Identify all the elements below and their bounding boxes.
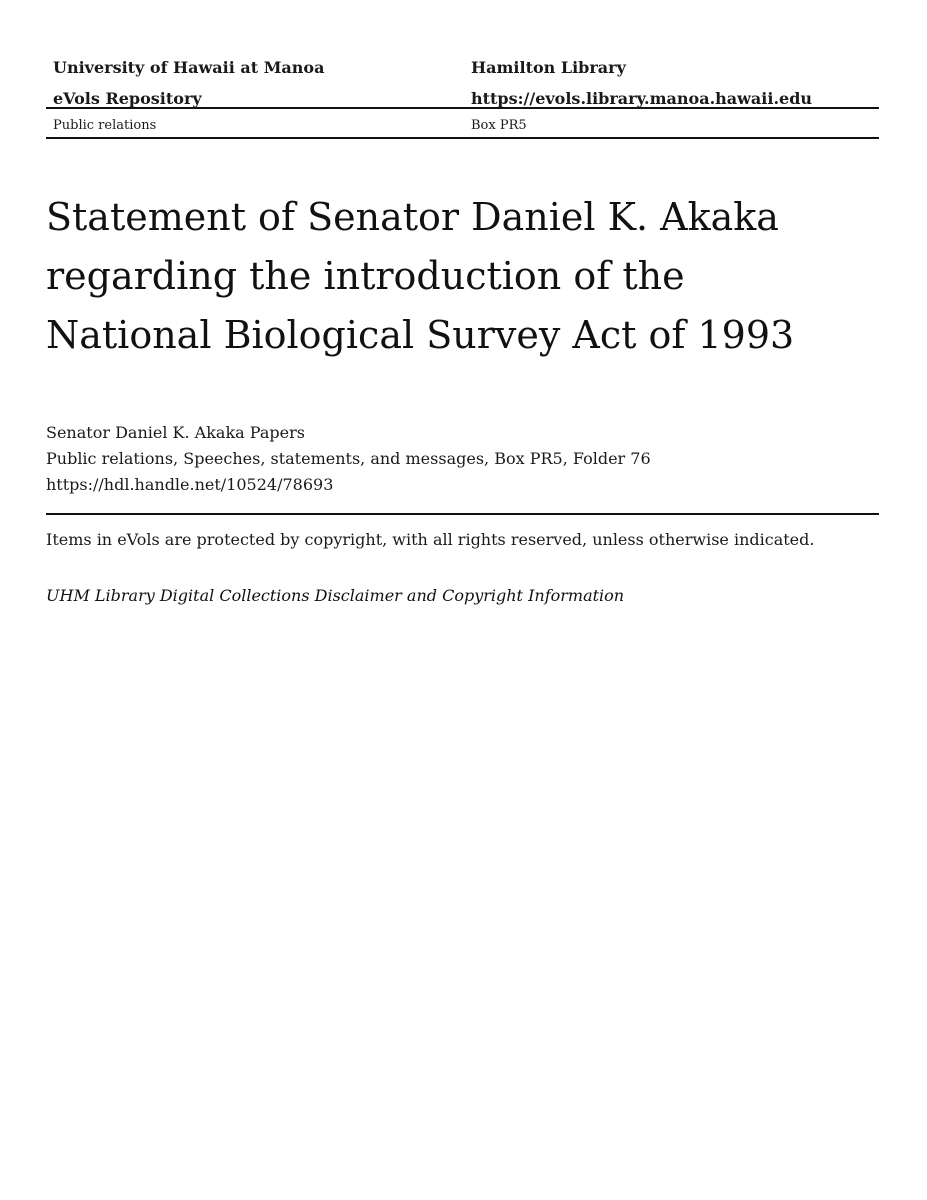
document-metadata [46, 420, 879, 498]
header-table [46, 52, 879, 114]
series-label: Public relations [53, 118, 157, 133]
institution-name: University of Hawaii at Manoa [53, 58, 325, 77]
header-divider-top [46, 107, 879, 109]
repository-url: https://evols.library.manoa.hawaii.edu [471, 89, 813, 108]
collection-name: Senator Daniel K. Akaka Papers [46, 423, 305, 442]
folder-location: Public relations, Speeches, statements, and messages, Box PR5, Folder 76 [46, 449, 651, 468]
box-label: Box PR5 [471, 118, 527, 133]
disclaimer-link[interactable]: UHM Library Digital Collections Disclaimer and Copyright Information [46, 586, 625, 605]
document-title [46, 188, 879, 365]
header-subrow [46, 114, 879, 138]
title-line-2: regarding the introduction of the [46, 254, 685, 298]
header-row-2 [46, 83, 879, 114]
library-name: Hamilton Library [471, 58, 626, 77]
handle-link[interactable]: https://hdl.handle.net/10524/78693 [46, 475, 334, 494]
metadata-divider [46, 513, 879, 515]
header-row-1 [46, 52, 879, 83]
repository-name: eVols Repository [53, 89, 202, 108]
header-divider-bottom [46, 137, 879, 139]
title-line-1: Statement of Senator Daniel K. Akaka [46, 195, 779, 239]
copyright-notice: Items in eVols are protected by copyright, with all rights reserved, unless otherwise indicated. [46, 530, 815, 549]
title-line-3: National Biological Survey Act of 1993 [46, 313, 795, 357]
